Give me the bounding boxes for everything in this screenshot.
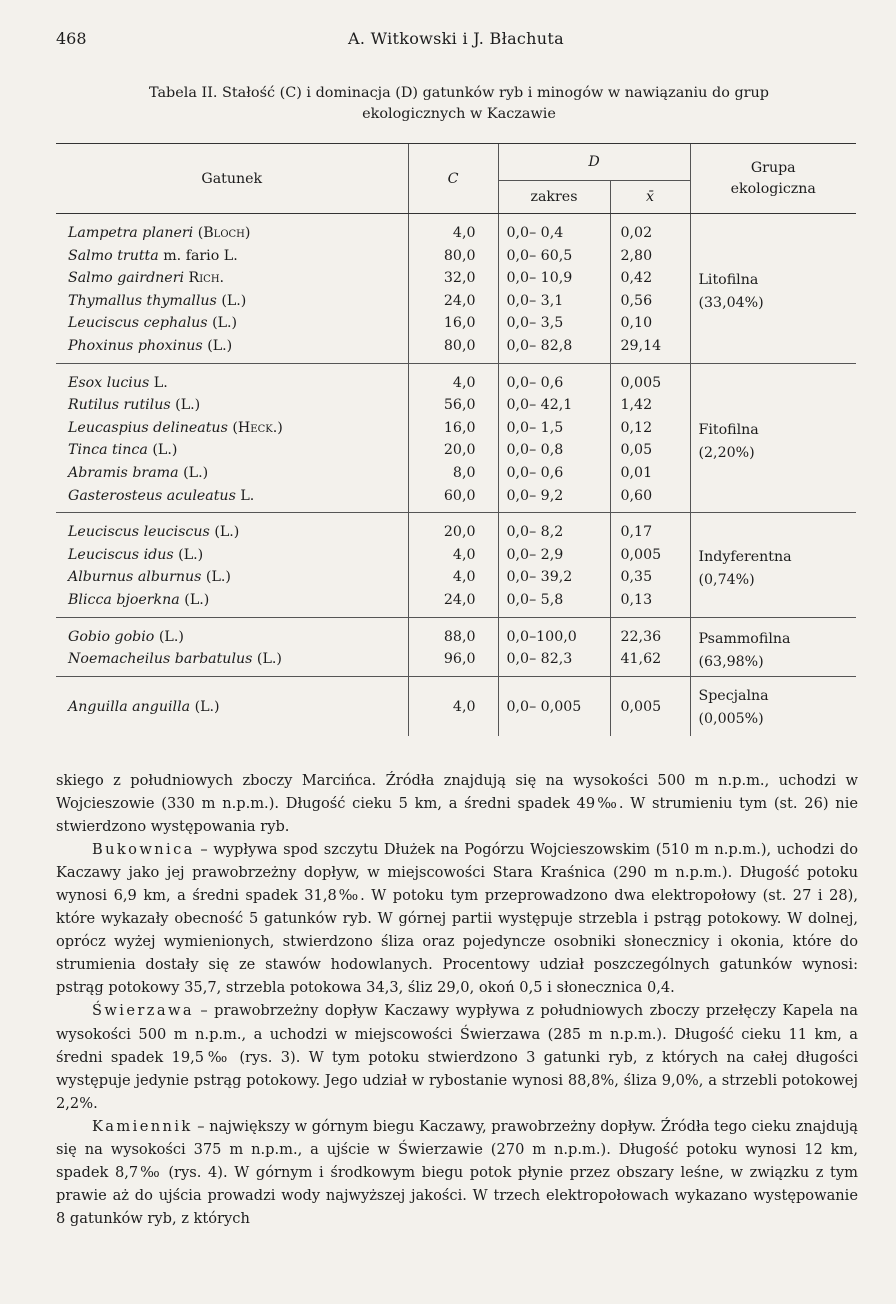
species-latin: Leucaspius delineatus [68, 419, 228, 436]
ecological-group-share: (0,005%) [698, 710, 764, 727]
dominance-mean: 0,005 [610, 676, 690, 736]
dominance-range: 0,0– 39,2 [498, 566, 610, 589]
dominance-mean: 29,14 [610, 335, 690, 363]
species-latin: Blicca bjoerkna [68, 591, 180, 608]
constancy-value: 88,0 [408, 617, 498, 648]
species-latin: Gobio gobio [68, 628, 155, 645]
ecological-group-label: Indyferentna [698, 548, 792, 565]
species-name [56, 214, 408, 245]
paragraph-bukownica [56, 838, 858, 999]
constancy-value: 56,0 [408, 394, 498, 417]
ecological-group-share: (33,04%) [698, 295, 764, 312]
species-author: (L.) [205, 569, 231, 586]
header-species: Gatunek [56, 144, 408, 214]
ecological-group-cell [690, 617, 856, 676]
paragraph-kamiennik-text: – największy w górnym biegu Kaczawy, prawobrzeżny dopływ. Źródła tego cieku znajdują się na wysokości 375 m n.p.m., a ujście w Świerzawie (270 m n.p.m.). Długość potoku wynosi 12 km, spadek 8,7‰ (rys. 4). W górnym i środkowym biegu potok płynie przez obszary leśne, w związku z tym prawie aż do ujścia prowadzi wody najwyższej jakości. W trzech elektropołowach wykazano występowanie 8 gatunków ryb, z których [56, 1117, 858, 1227]
species-name [56, 245, 408, 268]
species-name [56, 394, 408, 417]
dominance-range: 0,0– 3,1 [498, 290, 610, 313]
constancy-value: 60,0 [408, 485, 498, 513]
dominance-range: 0,0– 82,8 [498, 335, 610, 363]
dominance-range: 0,0– 9,2 [498, 485, 610, 513]
species-name [56, 439, 408, 462]
species-author: (L.) [178, 546, 204, 563]
species-author: L. [240, 487, 255, 504]
dominance-mean: 2,80 [610, 245, 690, 268]
species-author: (L.) [184, 591, 210, 608]
dominance-range: 0,0–100,0 [498, 617, 610, 648]
constancy-value: 96,0 [408, 648, 498, 676]
paragraph-intro: skiego z południowych zboczy Marcińca. Źródła znajdują się na wysokości 500 m n.p.m., uchodzi w Wojcieszowie (330 m n.p.m.). Długość cieku 5 km, a średni spadek 49‰. W strumieniu tym (st. 26) nie stwierdzono występowania ryb. [56, 772, 858, 836]
species-author: (L.) [175, 397, 201, 414]
stream-name-swierzawa: Świerzawa [92, 1002, 194, 1020]
species-latin: Lampetra planeri [68, 225, 194, 241]
table-row [56, 363, 856, 394]
dominance-mean: 0,02 [610, 214, 690, 245]
species-name [56, 335, 408, 363]
species-latin: Tinca tinca [68, 442, 148, 459]
species-latin: Gasterosteus aculeatus [68, 487, 236, 504]
species-author: L. [153, 374, 168, 391]
paragraph-swierzawa-text: – prawobrzeżny dopływ Kaczawy wypływa z południowych zboczy przełęczy Kapela na wysokości 500 m n.p.m., a uchodzi w miejscowości Świerzawa (285 m n.p.m.). Długość cieku 11 km, a średni spadek 19,5‰ (rys. 3). W tym potoku stwierdzono 3 gatunki ryb, z których na całej długości występuje jedynie pstrąg potokowy. Jego udział w rybostanie wynosi 88,8%, śliza 9,0%, a strzebli potokowej 2,2%. [56, 1002, 858, 1112]
header-group-line-1: Grupa [750, 159, 796, 176]
ecological-group-block [56, 363, 856, 513]
species-author: (L.) [183, 464, 209, 481]
dominance-mean: 0,35 [610, 566, 690, 589]
header-ecological-group [690, 144, 856, 214]
species-dominance-table [56, 143, 856, 736]
constancy-value: 4,0 [408, 214, 498, 245]
caption-line-2: ekologicznych w Kaczawie [362, 106, 556, 122]
ecological-group-share: (2,20%) [698, 444, 755, 461]
dominance-range: 0,0– 5,8 [498, 589, 610, 617]
species-name [56, 290, 408, 313]
species-latin: Abramis brama [68, 464, 179, 481]
dominance-mean: 0,10 [610, 312, 690, 335]
ecological-group-cell [690, 676, 856, 736]
species-author: (L.) [194, 699, 220, 716]
species-name [56, 648, 408, 676]
constancy-value: 8,0 [408, 462, 498, 485]
dominance-mean: 1,42 [610, 394, 690, 417]
stream-name-kamiennik: Kamiennik [92, 1117, 193, 1135]
paragraph-bukownica-text: – wypływa spod szczytu Dłużek na Pogórzu Wojcieszowskim (510 m n.p.m.), uchodzi do Kaczawy jako jej prawobrzeżny dopływ, w miejscowości Stara Kraśnica (290 m n.p.m.). Długość potoku wynosi 6,9 km, a średni spadek 31,8‰. W potoku tym przeprowadzono dwa elektropołowy (st. 27 i 28), które wykazały obecność 5 gatunków ryb. W górnej partii występuje strzebla i pstrąg potokowy. W dolnej, oprócz wyżej wymienionych, stwierdzono śliza oraz pojedyncze osobniki słonecznicy i okonia, które do strumienia dostały się ze stawów hodowlanych. Procentowy udział poszczególnych gatunków wynosi: pstrąg potokowy 35,7, strzebla potokowa 34,3, śliz 29,0, okoń 0,5 i słonecznica 0,4. [56, 841, 858, 997]
dominance-mean: 0,13 [610, 589, 690, 617]
dominance-range: 0,0– 0,6 [498, 462, 610, 485]
constancy-value: 24,0 [408, 589, 498, 617]
species-author: (L.) [152, 442, 178, 459]
dominance-range: 0,0– 0,6 [498, 363, 610, 394]
species-name [56, 267, 408, 290]
species-author: (L.) [158, 628, 184, 645]
species-latin: Thymallus thymallus [68, 292, 217, 309]
stream-name-bukownica: Bukownica [92, 841, 195, 859]
species-latin: Leuciscus cephalus [68, 315, 208, 332]
species-author: (L.) [207, 337, 233, 354]
dominance-mean: 0,005 [610, 363, 690, 394]
page-header [56, 29, 856, 53]
table-row [56, 214, 856, 245]
constancy-value: 16,0 [408, 417, 498, 440]
species-name [56, 312, 408, 335]
species-latin: Noemacheilus barbatulus [68, 651, 253, 668]
header-mean: x̄ [610, 181, 690, 214]
dominance-mean: 41,62 [610, 648, 690, 676]
species-name [56, 617, 408, 648]
ecological-group-block [56, 513, 856, 617]
species-name [56, 676, 408, 736]
ecological-group-cell [690, 363, 856, 513]
species-author: (Bloch) [197, 225, 251, 241]
paragraph-swierzawa [56, 999, 858, 1114]
species-author: m. fario L. [163, 247, 238, 264]
constancy-value: 80,0 [408, 335, 498, 363]
species-latin: Leuciscus idus [68, 546, 174, 563]
ecological-group-share: (63,98%) [698, 653, 764, 670]
dominance-mean: 0,42 [610, 267, 690, 290]
ecological-group-label: Litofilna [698, 272, 759, 289]
species-name [56, 417, 408, 440]
constancy-value: 20,0 [408, 439, 498, 462]
constancy-value: 32,0 [408, 267, 498, 290]
table-row [56, 676, 856, 736]
table-caption [56, 83, 862, 125]
dominance-range: 0,0– 1,5 [498, 417, 610, 440]
dominance-range: 0,0– 0,8 [498, 439, 610, 462]
constancy-value: 4,0 [408, 566, 498, 589]
dominance-range: 0,0– 8,2 [498, 513, 610, 544]
dominance-mean: 0,005 [610, 544, 690, 567]
species-latin: Alburnus alburnus [68, 569, 202, 586]
species-author: (L.) [212, 315, 238, 332]
species-latin: Salmo gairdneri [68, 270, 185, 287]
species-author: (L.) [221, 292, 247, 309]
species-name [56, 363, 408, 394]
dominance-mean: 0,60 [610, 485, 690, 513]
body-text [56, 769, 858, 1230]
dominance-mean: 0,12 [610, 417, 690, 440]
constancy-value: 16,0 [408, 312, 498, 335]
dominance-range: 0,0– 10,9 [498, 267, 610, 290]
ecological-group-block [56, 214, 856, 364]
dominance-range: 0,0– 0,005 [498, 676, 610, 736]
ecological-group-cell [690, 513, 856, 617]
constancy-value: 20,0 [408, 513, 498, 544]
species-author: Rich. [188, 270, 225, 287]
species-name [56, 462, 408, 485]
dominance-mean: 0,17 [610, 513, 690, 544]
species-name [56, 485, 408, 513]
header-constancy: C [408, 144, 498, 214]
dominance-range: 0,0– 42,1 [498, 394, 610, 417]
ecological-group-share: (0,74%) [698, 571, 755, 588]
constancy-value: 4,0 [408, 363, 498, 394]
ecological-group-label: Fitofilna [698, 421, 759, 438]
table-row [56, 617, 856, 648]
species-author: (Heck.) [232, 419, 283, 436]
header-dominance: D [498, 144, 690, 181]
dominance-mean: 0,05 [610, 439, 690, 462]
dominance-mean: 22,36 [610, 617, 690, 648]
running-title: A. Witkowski i J. Błachuta [348, 29, 564, 48]
species-name [56, 589, 408, 617]
dominance-range: 0,0– 3,5 [498, 312, 610, 335]
dominance-range: 0,0– 0,4 [498, 214, 610, 245]
ecological-group-label: Psammofilna [698, 630, 791, 647]
table-row [56, 513, 856, 544]
species-latin: Leuciscus leuciscus [68, 524, 210, 541]
constancy-value: 24,0 [408, 290, 498, 313]
header-range: zakres [498, 181, 610, 214]
species-latin: Anguilla anguilla [68, 699, 191, 716]
constancy-value: 80,0 [408, 245, 498, 268]
species-latin: Salmo trutta [68, 247, 159, 264]
ecological-group-label: Specjalna [698, 687, 769, 704]
species-latin: Phoxinus phoxinus [68, 337, 203, 354]
header-group-line-2: ekologiczna [730, 180, 816, 197]
page-number: 468 [56, 29, 87, 48]
ecological-group-block [56, 617, 856, 676]
species-author: (L.) [256, 651, 282, 668]
dominance-mean: 0,56 [610, 290, 690, 313]
ecological-group-block [56, 676, 856, 736]
ecological-group-cell [690, 214, 856, 364]
dominance-range: 0,0– 60,5 [498, 245, 610, 268]
paragraph-kamiennik [56, 1115, 858, 1230]
dominance-mean: 0,01 [610, 462, 690, 485]
constancy-value: 4,0 [408, 544, 498, 567]
dominance-range: 0,0– 2,9 [498, 544, 610, 567]
species-latin: Rutilus rutilus [68, 397, 171, 414]
species-name [56, 513, 408, 544]
species-author: (L.) [214, 524, 240, 541]
dominance-range: 0,0– 82,3 [498, 648, 610, 676]
species-name [56, 566, 408, 589]
species-latin: Esox lucius [68, 374, 150, 391]
constancy-value: 4,0 [408, 676, 498, 736]
species-name [56, 544, 408, 567]
caption-line-1: Tabela II. Stałość (C) i dominacja (D) gatunków ryb i minogów w nawiązaniu do grup [148, 85, 770, 101]
